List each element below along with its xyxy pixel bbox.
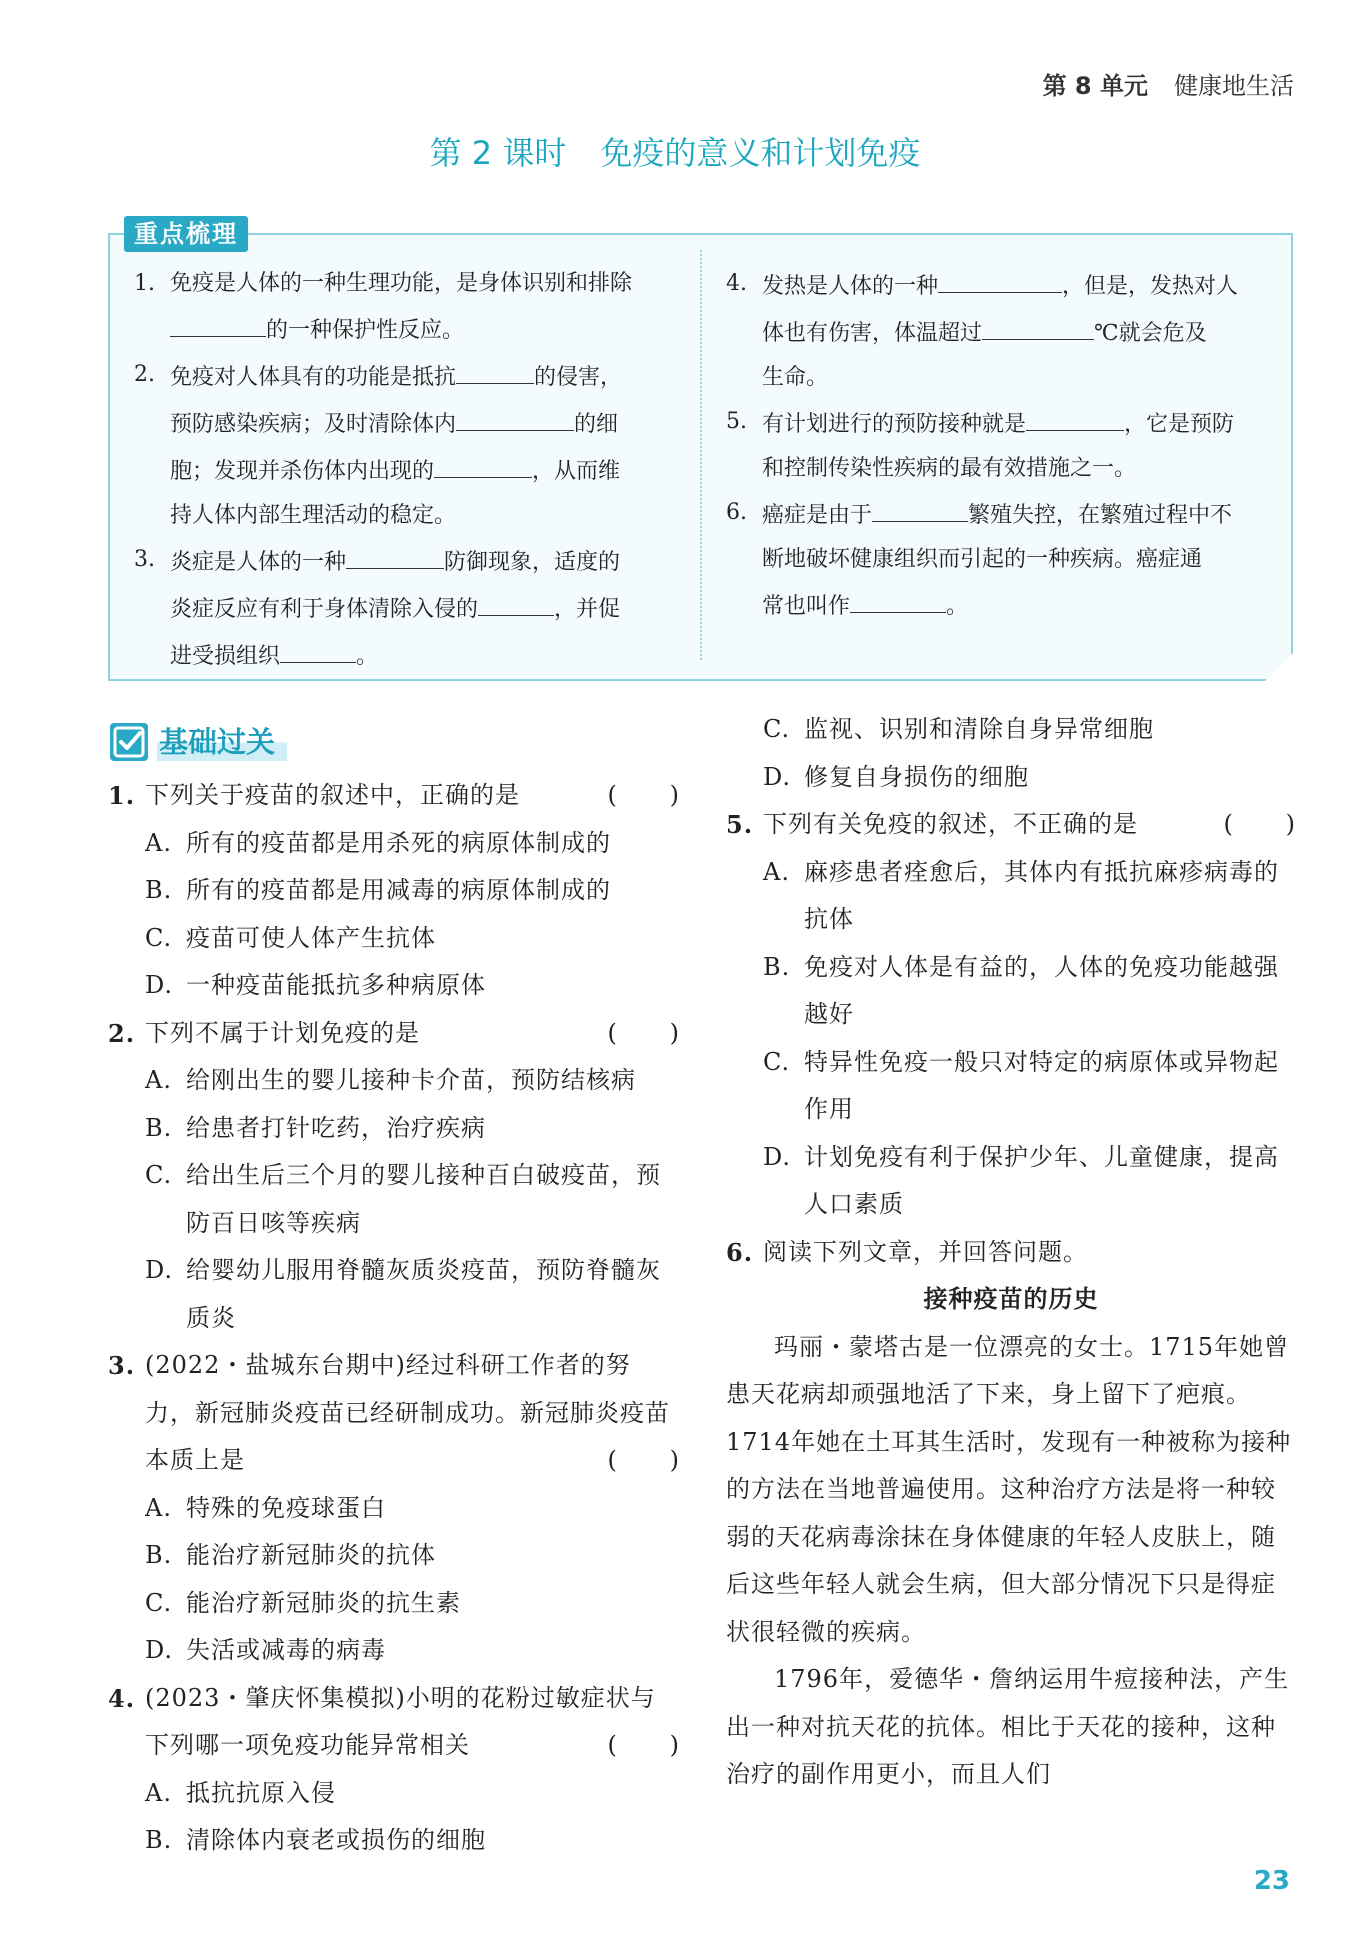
option-b[interactable] xyxy=(108,1105,680,1153)
answer-blank[interactable] xyxy=(346,538,444,569)
answer-blank[interactable] xyxy=(434,447,532,478)
option-text: 监视、识别和清除自身异常细胞 xyxy=(804,715,1154,743)
article-paragraph: 玛丽・蒙塔古是一位漂亮的女士。1715年她曾患天花病却顽强地活了下来，身上留下了疤痕。1714年她在土耳其生活时，发现有一种被称为接种的方法在当地普遍使用。这种治疗方法是将一种较弱的天花病毒涂抹在身体健康的年轻人皮肤上，随后这些年轻人就会生病，但大部分情况下只是得症状很轻微的疾病。 xyxy=(726,1332,1292,1646)
option-a[interactable] xyxy=(108,1770,680,1818)
answer-blank[interactable] xyxy=(938,262,1062,293)
question-number: 2. xyxy=(108,1018,136,1048)
key-points-tag: 重点梳理 xyxy=(124,216,248,252)
key-point-3 xyxy=(134,538,674,679)
key-point-text: 炎症反应有利于身体清除入侵的 xyxy=(170,597,479,622)
article-paragraph: 1796年，爱德华・詹纳运用牛痘接种法，产生出一种对抗天花的抗体。相比于天花的接种，这种治疗的副作用更小，而且人们 xyxy=(726,1665,1290,1788)
option-text: 清除体内衰老或损伤的细胞 xyxy=(186,1826,486,1854)
option-label: A. xyxy=(145,1778,172,1807)
option-text: 抵抗抗原入侵 xyxy=(186,1778,336,1807)
key-point-1 xyxy=(134,262,674,353)
unit-number: 第 8 单元 xyxy=(1042,72,1148,100)
key-point-number: 6. xyxy=(726,500,747,525)
key-point-line xyxy=(762,262,1271,309)
key-point-text: ，但是，发热对人 xyxy=(1062,274,1239,299)
key-point-text: 的一种保护性反应。 xyxy=(266,318,465,343)
option-label: C. xyxy=(145,1161,173,1189)
key-point-number: 1. xyxy=(134,271,155,296)
question-5 xyxy=(726,801,1296,849)
question-number: 5. xyxy=(726,810,754,839)
question-number: 4. xyxy=(108,1683,136,1713)
answer-blank[interactable] xyxy=(170,306,266,337)
option-text: 给患者打针吃药，治疗疾病 xyxy=(186,1113,486,1142)
question-number: 6. xyxy=(726,1237,754,1267)
key-point-text: 常也叫作 xyxy=(762,594,851,619)
option-c[interactable] xyxy=(726,1039,1296,1134)
option-c[interactable] xyxy=(108,1580,680,1628)
key-point-line xyxy=(170,306,674,353)
option-label: C. xyxy=(145,1588,173,1617)
option-b[interactable] xyxy=(108,867,680,915)
question-4 xyxy=(108,1675,680,1770)
option-b[interactable] xyxy=(108,1532,680,1580)
answer-paren[interactable]: ( ) xyxy=(1223,810,1296,838)
answer-blank[interactable] xyxy=(478,585,554,616)
option-d[interactable] xyxy=(108,962,680,1010)
option-a[interactable] xyxy=(726,849,1296,944)
option-label: D. xyxy=(763,1142,792,1171)
key-point-number: 2. xyxy=(134,362,155,387)
key-point-number: 4. xyxy=(726,271,747,296)
question-1 xyxy=(108,772,680,820)
option-label: D. xyxy=(763,762,792,791)
key-point-text: 进受损组织 xyxy=(170,644,281,669)
lesson-name: 免疫的意义和计划免疫 xyxy=(600,134,921,172)
answer-blank[interactable] xyxy=(982,309,1094,340)
option-text: 一种疫苗能抵抗多种病原体 xyxy=(186,971,486,999)
key-point-number: 3. xyxy=(134,547,155,572)
answer-paren[interactable]: ( ) xyxy=(607,1731,680,1759)
unit-title: 健康地生活 xyxy=(1174,72,1294,100)
answer-blank[interactable] xyxy=(850,582,946,613)
key-point-text: 防御现象，适度的 xyxy=(444,550,621,575)
questions-left-column xyxy=(108,772,680,1865)
option-label: C. xyxy=(763,715,791,743)
key-point-line: 免疫是人体的一种生理功能，是身体识别和排除 xyxy=(170,271,633,296)
option-label: A. xyxy=(763,857,790,886)
option-text: 能治疗新冠肺炎的抗生素 xyxy=(186,1588,461,1617)
key-point-line: 断地破坏健康组织而引起的一种疾病。癌症通 xyxy=(762,547,1203,572)
unit-header xyxy=(1043,66,1294,101)
option-label: D. xyxy=(145,1256,174,1284)
option-d[interactable] xyxy=(726,754,1296,802)
question-text: 下列有关免疫的叙述，不正确的是 xyxy=(763,810,1138,838)
question-text: 下列不属于计划免疫的是 xyxy=(145,1018,420,1047)
key-point-line xyxy=(170,353,674,400)
answer-blank[interactable] xyxy=(456,400,574,431)
key-point-text: 预防感染疾病；及时清除体内 xyxy=(170,412,457,437)
option-label: C. xyxy=(763,1047,791,1076)
key-point-text: 有计划进行的预防接种就是 xyxy=(762,412,1027,437)
option-label: A. xyxy=(145,1066,172,1094)
key-point-text: 发热是人体的一种 xyxy=(762,274,939,299)
option-text: 失活或减毒的病毒 xyxy=(186,1636,386,1664)
key-point-number: 5. xyxy=(726,409,747,434)
option-label: A. xyxy=(145,828,172,857)
question-text: 阅读下列文章，并回答问题。 xyxy=(763,1237,1088,1266)
key-point-text: ，并促 xyxy=(554,597,621,622)
key-point-line xyxy=(762,491,1271,538)
question-3 xyxy=(108,1342,680,1485)
key-point-line xyxy=(170,447,674,494)
key-point-text: 的细 xyxy=(574,412,619,437)
key-point-line xyxy=(170,632,674,679)
question-number: 3. xyxy=(108,1351,136,1380)
option-text: 免疫对人体是有益的，人体的免疫功能越强越好 xyxy=(804,952,1279,1028)
option-text: 给婴幼儿服用脊髓灰质炎疫苗，预防脊髓灰质炎 xyxy=(186,1256,661,1332)
question-2 xyxy=(108,1010,680,1058)
option-text: 计划免疫有利于保护少年、儿童健康，提高人口素质 xyxy=(804,1142,1279,1218)
answer-blank[interactable] xyxy=(456,353,534,384)
option-label: B. xyxy=(145,1826,173,1854)
key-point-text: 繁殖失控，在繁殖过程中不 xyxy=(968,503,1233,528)
key-point-text: 。 xyxy=(946,594,969,619)
option-label: B. xyxy=(145,1541,173,1569)
article-title: 接种疫苗的历史 xyxy=(923,1285,1099,1313)
key-point-line xyxy=(762,400,1271,447)
question-6 xyxy=(726,1229,1296,1277)
questions-right-column xyxy=(726,706,1296,1799)
key-point-text: ，它是预防 xyxy=(1124,412,1235,437)
key-point-line: 持人体内部生理活动的稳定。 xyxy=(170,503,457,528)
checkbox-icon xyxy=(110,723,148,761)
option-text: 特异性免疫一般只对特定的病原体或异物起作用 xyxy=(804,1047,1279,1123)
option-label: B. xyxy=(145,1113,173,1142)
key-point-line: 和控制传染性疾病的最有效措施之一。 xyxy=(762,456,1137,481)
key-points-right-column xyxy=(726,262,1271,629)
question-number: 1. xyxy=(108,781,136,810)
option-a[interactable] xyxy=(108,1485,680,1533)
question-text: (2022・盐城东台期中)经过科研工作者的努力，新冠肺炎疫苗已经研制成功。新冠肺炎疫苗本质上是 xyxy=(145,1351,670,1474)
lesson-title xyxy=(0,128,1350,174)
option-label: C. xyxy=(145,923,173,952)
key-point-text: 炎症是人体的一种 xyxy=(170,550,347,575)
option-d[interactable] xyxy=(726,1134,1296,1229)
option-a[interactable] xyxy=(108,1057,680,1105)
page-number: 23 xyxy=(1253,1866,1290,1896)
key-point-text: 免疫对人体具有的功能是抵抗 xyxy=(170,365,457,390)
option-text: 能治疗新冠肺炎的抗体 xyxy=(186,1541,436,1569)
key-point-line xyxy=(762,309,1271,356)
key-points-left-column xyxy=(134,262,674,679)
option-text: 所有的疫苗都是用减毒的病原体制成的 xyxy=(186,876,611,904)
answer-paren[interactable]: ( ) xyxy=(607,1018,680,1047)
option-label: D. xyxy=(145,1636,174,1664)
option-a[interactable] xyxy=(108,820,680,868)
option-text: 修复自身损伤的细胞 xyxy=(804,762,1029,791)
option-label: A. xyxy=(145,1493,172,1522)
key-point-2 xyxy=(134,353,674,538)
lesson-number: 第 2 课时 xyxy=(429,134,567,172)
option-label: B. xyxy=(145,876,173,904)
question-text: (2023・肇庆怀集模拟)小明的花粉过敏症状与下列哪一项免疫功能异常相关 xyxy=(145,1683,656,1759)
answer-blank[interactable] xyxy=(280,632,356,663)
option-d[interactable] xyxy=(108,1247,680,1342)
key-point-text: 胞；发现并杀伤体内出现的 xyxy=(170,459,435,484)
key-point-line xyxy=(170,400,674,447)
key-point-text: 的侵害， xyxy=(534,365,623,390)
key-point-text: 体也有伤害，体温超过 xyxy=(762,321,983,346)
option-text: 疫苗可使人体产生抗体 xyxy=(186,923,436,952)
key-point-line: 生命。 xyxy=(762,365,829,390)
section-title: 基础过关 xyxy=(157,720,287,761)
option-text: 给刚出生的婴儿接种卡介苗，预防结核病 xyxy=(186,1066,636,1094)
key-point-6 xyxy=(726,491,1271,629)
option-b[interactable] xyxy=(108,1817,680,1865)
option-label: D. xyxy=(145,971,174,999)
key-point-5 xyxy=(726,400,1271,491)
option-b[interactable] xyxy=(726,944,1296,1039)
option-c[interactable] xyxy=(726,706,1296,754)
key-point-line xyxy=(762,582,1271,629)
key-point-text: 。 xyxy=(356,644,379,669)
answer-paren[interactable]: ( ) xyxy=(607,781,680,809)
key-point-text: 癌症是由于 xyxy=(762,503,873,528)
option-label: B. xyxy=(763,952,791,981)
key-point-line xyxy=(170,538,674,585)
key-point-text: ，从而维 xyxy=(532,459,621,484)
key-point-line xyxy=(170,585,674,632)
question-text: 下列关于疫苗的叙述中，正确的是 xyxy=(145,781,520,809)
option-c[interactable] xyxy=(108,1152,680,1247)
answer-paren[interactable]: ( ) xyxy=(607,1446,680,1474)
option-d[interactable] xyxy=(108,1627,680,1675)
option-text: 特殊的免疫球蛋白 xyxy=(186,1493,386,1522)
answer-blank[interactable] xyxy=(872,491,968,522)
option-text: 麻疹患者痊愈后，其体内有抵抗麻疹病毒的抗体 xyxy=(804,857,1279,933)
key-points-divider xyxy=(700,250,702,660)
option-text: 所有的疫苗都是用杀死的病原体制成的 xyxy=(186,828,611,857)
option-text: 给出生后三个月的婴儿接种百白破疫苗，预防百日咳等疾病 xyxy=(186,1161,661,1237)
key-point-4 xyxy=(726,262,1271,400)
answer-blank[interactable] xyxy=(1026,400,1124,431)
key-point-text: ℃就会危及 xyxy=(1094,321,1207,346)
option-c[interactable] xyxy=(108,915,680,963)
